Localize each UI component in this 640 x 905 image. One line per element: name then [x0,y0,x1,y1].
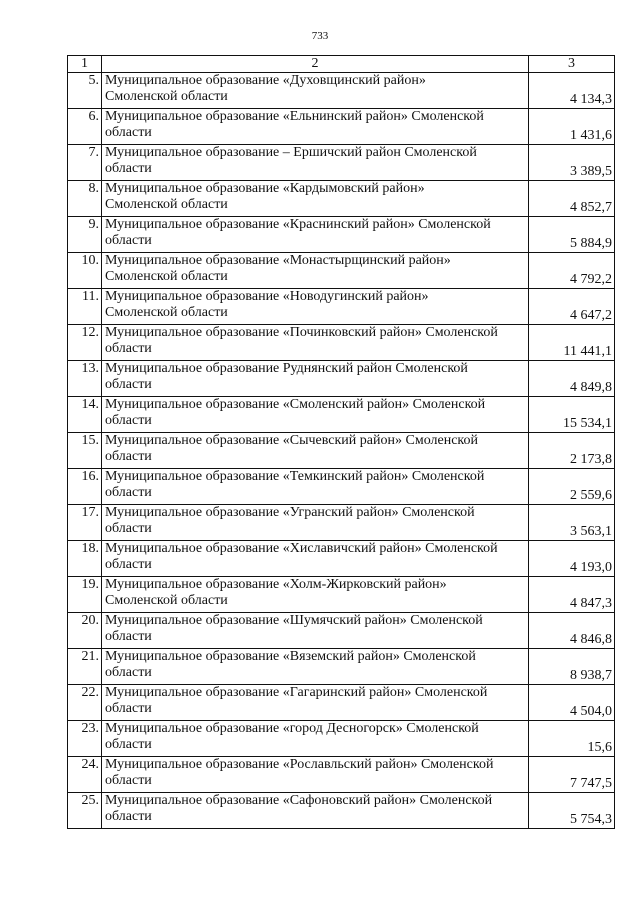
amount-value: 15 534,1 [529,397,615,433]
municipality-name [102,325,529,361]
municipality-name [102,433,529,469]
amount-value: 4 792,2 [529,253,615,289]
municipality-name-line-1: Муниципальное образование «Починковский район» Смоленской [105,325,498,340]
municipality-name [102,289,529,325]
municipality-name-line-2: области [105,233,152,248]
municipality-name-line-2: Смоленской области [105,197,228,212]
column-header-2: 2 [102,56,529,73]
municipality-name-line-1: Муниципальное образование «город Десногорск» Смоленской [105,721,479,736]
municipality-name-line-1: Муниципальное образование «Смоленский район» Смоленской [105,397,486,412]
municipality-name-line-1: Муниципальное образование «Темкинский район» Смоленской [105,469,485,484]
row-number: 17. [68,505,102,541]
municipality-name [102,649,529,685]
municipality-name-line-1: Муниципальное образование «Монастырщинский район» [105,253,451,268]
amount-value: 15,6 [529,721,615,757]
amount-value: 7 747,5 [529,757,615,793]
municipality-name-line-1: Муниципальное образование «Краснинский район» Смоленской [105,217,491,232]
municipality-name-line-1: Муниципальное образование «Гагаринский район» Смоленской [105,685,488,700]
municipality-name [102,397,529,433]
amount-value: 4 134,3 [529,73,615,109]
row-number: 21. [68,649,102,685]
table-row [68,721,615,757]
row-number: 14. [68,397,102,433]
amount-value: 4 847,3 [529,577,615,613]
municipality-name [102,541,529,577]
municipality-name [102,757,529,793]
table-row [68,253,615,289]
table-row [68,541,615,577]
municipality-name-line-1: Муниципальное образование «Сычевский район» Смоленской [105,433,478,448]
municipality-name [102,217,529,253]
municipality-name [102,685,529,721]
municipality-name-line-2: области [105,521,152,536]
municipality-name-line-1: Муниципальное образование «Духовщинский район» [105,73,426,88]
table-row [68,217,615,253]
amount-value: 4 647,2 [529,289,615,325]
page-number: 733 [311,30,329,42]
table-row [68,757,615,793]
row-number: 18. [68,541,102,577]
municipality-name-line-1: Муниципальное образование «Хиславичский район» Смоленской [105,541,498,556]
amount-value: 8 938,7 [529,649,615,685]
table-row [68,181,615,217]
municipality-name [102,577,529,613]
table-row [68,649,615,685]
amount-value: 4 849,8 [529,361,615,397]
municipality-name-line-2: области [105,773,152,788]
municipality-name-line-1: Муниципальное образование «Ельнинский район» Смоленской [105,109,484,124]
table-row [68,577,615,613]
table-row [68,361,615,397]
amount-value: 4 846,8 [529,613,615,649]
municipality-name-line-1: Муниципальное образование «Вяземский район» Смоленской [105,649,476,664]
municipality-name-line-1: Муниципальное образование «Новодугинский район» [105,289,429,304]
row-number: 16. [68,469,102,505]
amount-value: 4 504,0 [529,685,615,721]
amount-value: 1 431,6 [529,109,615,145]
row-number: 22. [68,685,102,721]
row-number: 5. [68,73,102,109]
municipality-name [102,721,529,757]
municipality-name-line-2: области [105,413,152,428]
table-body [68,73,615,829]
column-header-1: 1 [68,56,102,73]
municipality-name-line-1: Муниципальное образование – Ершичский район Смоленской [105,145,477,160]
row-number: 13. [68,361,102,397]
table-row [68,505,615,541]
municipality-name-line-2: области [105,665,152,680]
table-row [68,793,615,829]
municipality-name [102,469,529,505]
row-number: 19. [68,577,102,613]
municipality-name [102,793,529,829]
table-row [68,397,615,433]
municipality-name-line-2: области [105,125,152,140]
municipality-name-line-2: области [105,485,152,500]
amount-value: 5 884,9 [529,217,615,253]
table-row [68,685,615,721]
row-number: 7. [68,145,102,181]
municipality-name-line-1: Муниципальное образование «Рославльский район» Смоленской [105,757,494,772]
amount-value: 5 754,3 [529,793,615,829]
municipality-name-line-2: области [105,701,152,716]
budget-table [67,55,615,829]
row-number: 12. [68,325,102,361]
municipality-name-line-1: Муниципальное образование «Сафоновский район» Смоленской [105,793,493,808]
municipality-name-line-2: Смоленской области [105,593,228,608]
municipality-name [102,181,529,217]
column-header-3: 3 [529,56,615,73]
municipality-name-line-2: Смоленской области [105,269,228,284]
municipality-name [102,145,529,181]
municipality-name-line-2: области [105,629,152,644]
row-number: 11. [68,289,102,325]
table-header-row [68,56,615,73]
municipality-name-line-2: области [105,557,152,572]
municipality-name [102,253,529,289]
row-number: 24. [68,757,102,793]
row-number: 9. [68,217,102,253]
table-row [68,613,615,649]
municipality-name [102,361,529,397]
amount-value: 3 563,1 [529,505,615,541]
table-row [68,469,615,505]
amount-value: 2 559,6 [529,469,615,505]
amount-value: 4 852,7 [529,181,615,217]
municipality-name-line-2: области [105,377,152,392]
table-row [68,109,615,145]
amount-value: 2 173,8 [529,433,615,469]
municipality-name-line-1: Муниципальное образование «Угранский район» Смоленской [105,505,475,520]
row-number: 8. [68,181,102,217]
row-number: 15. [68,433,102,469]
municipality-name [102,109,529,145]
row-number: 20. [68,613,102,649]
municipality-name-line-2: области [105,809,152,824]
municipality-name [102,73,529,109]
municipality-name-line-1: Муниципальное образование Руднянский район Смоленской [105,361,468,376]
table-row [68,145,615,181]
amount-value: 11 441,1 [529,325,615,361]
municipality-name-line-2: области [105,161,152,176]
municipality-name-line-2: Смоленской области [105,305,228,320]
row-number: 25. [68,793,102,829]
table-row [68,325,615,361]
municipality-name-line-2: области [105,737,152,752]
table-row [68,289,615,325]
municipality-name [102,613,529,649]
amount-value: 3 389,5 [529,145,615,181]
row-number: 10. [68,253,102,289]
row-number: 23. [68,721,102,757]
municipality-name-line-1: Муниципальное образование «Кардымовский район» [105,181,425,196]
row-number: 6. [68,109,102,145]
table-row [68,433,615,469]
municipality-name-line-2: Смоленской области [105,89,228,104]
municipality-name-line-1: Муниципальное образование «Шумячский район» Смоленской [105,613,483,628]
municipality-name-line-2: области [105,449,152,464]
amount-value: 4 193,0 [529,541,615,577]
table-row [68,73,615,109]
municipality-name-line-1: Муниципальное образование «Холм-Жирковский район» [105,577,447,592]
municipality-name [102,505,529,541]
municipality-name-line-2: области [105,341,152,356]
